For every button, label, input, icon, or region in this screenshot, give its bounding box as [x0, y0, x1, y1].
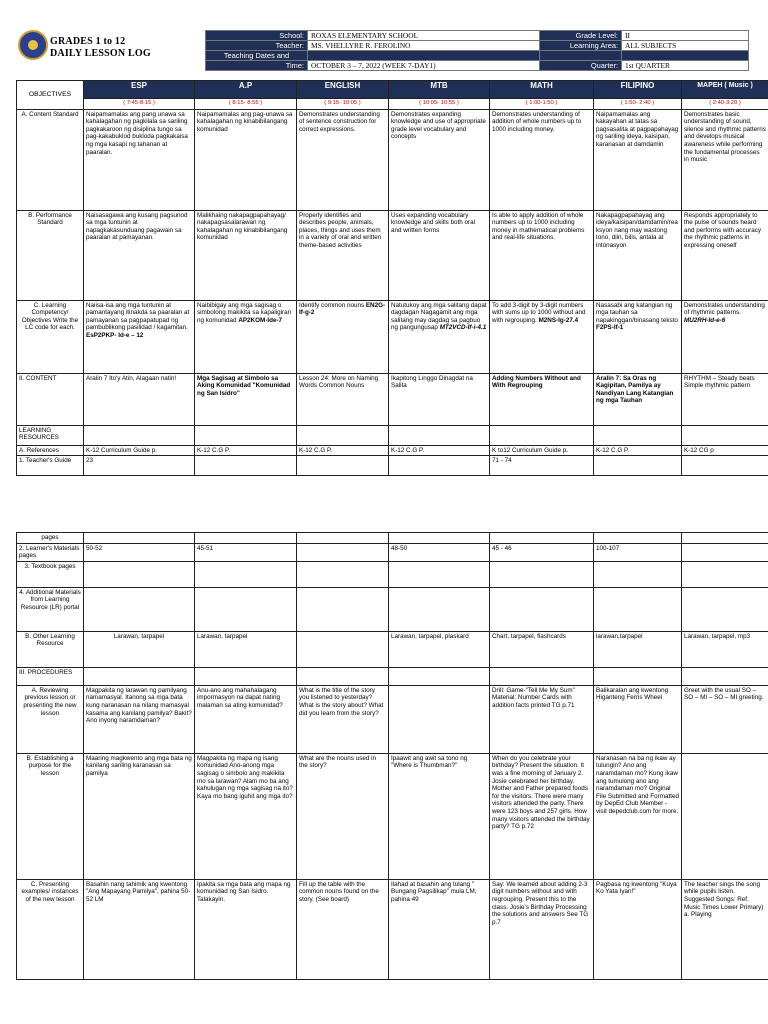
- time-english: ( 9:15- 10:05 ): [297, 99, 389, 110]
- subject-filipino: FILIPINO: [594, 81, 682, 99]
- cell-competency-math: [490, 300, 594, 373]
- competency-english-code: EN2G-If-g-2: [299, 301, 386, 317]
- cell-tg-mtb: [389, 456, 490, 476]
- cell-performance-mtb: Uses expanding vocabulary knowledge and skills both oral and written forms: [389, 210, 490, 300]
- cell-other-mtb: Larawan, tarpapel, plaskard: [389, 631, 490, 667]
- cell-performance-ap: Malikhaing nakapagpapahayag/ nakapagsasalarawan ng kahalagahan ng kinabibilangang komunidad: [195, 210, 297, 300]
- row-label-presenting-examples: C. Presenting examples/ instances of the new lesson: [17, 879, 84, 979]
- time-math: ( 1:00-1:50 ): [490, 99, 594, 110]
- cell-other-mapeh: Larawan, tarpapel, mp3: [682, 631, 768, 667]
- cell-ref-ap: K-12 C.G P.: [195, 445, 297, 456]
- cell-lm-math: 45 - 46: [490, 543, 594, 561]
- cell-ref-esp: K-12 Curriculum Guide p.: [84, 445, 195, 456]
- cell-tg-esp: 23: [84, 456, 195, 476]
- objectives-label: OBJECTIVES: [17, 81, 84, 110]
- dates-label-1: Teaching Dates and: [206, 51, 308, 61]
- grade-value: II: [622, 31, 749, 41]
- competency-math-text: To add 3-digit by 3-digit numbers with sums up to 1000 without and with regrouping.: [492, 301, 586, 324]
- cell-content-esp: Aralin 7 Ito'y Atin, Alagaan natin!: [84, 373, 195, 425]
- area-value: ALL SUBJECTS: [622, 41, 749, 51]
- cell-competency-english: [297, 300, 389, 373]
- cell-other-esp: Larawan, tarpapel: [84, 631, 195, 667]
- teacher-label: Teacher:: [206, 41, 308, 51]
- cell-other-filipino: larawan,tarpapel: [594, 631, 682, 667]
- subject-mapeh: MAPEH ( Music ): [682, 81, 768, 99]
- competency-math-code: M2NS-Ig-27.4: [538, 316, 579, 324]
- cell-performance-esp: Naisasagawa ang kusang pagsunod sa mga tuntunin at napagkakasunduang pagawain sa paaralan at pamayanan.: [84, 210, 195, 300]
- row-label-content: II. CONTENT: [17, 373, 84, 425]
- competency-mtb-text: Natutukoy ang mga salitang dapat dagdagan Nagagamit ang mga salitang may dagdag sa pagbuo ng pangungusap: [391, 301, 487, 332]
- document-title: [50, 36, 151, 60]
- cell-performance-mapeh: Responds appropriately to the pulse of sounds heard and performs with accuracy the rhythmic patterns in expressing oneself: [682, 210, 768, 300]
- cell-lm-ap: 45-51: [195, 543, 297, 561]
- dates-label-2: Time:: [206, 61, 308, 71]
- cell-examples-filipino: Pagbasa ng kwentong "Kuya Ko Yata Iyan!": [594, 879, 682, 979]
- row-label-additional-materials: 4. Additional Materials from Learning Resource (LR) portal: [17, 587, 84, 631]
- cell-lm-filipino: 100-107: [594, 543, 682, 561]
- cell-content-standard-english: Demonstrates understanding of sentence construction for correct expressions.: [297, 109, 389, 210]
- cell-tg-filipino: [594, 456, 682, 476]
- cell-performance-math: Is able to apply addition of whole numbers up to 1000 including money in mathematical problems and real-life situations.: [490, 210, 594, 300]
- competency-filipino-code: F2PS-If-1: [596, 324, 624, 332]
- school-label: School:: [206, 31, 308, 41]
- cell-content-standard-ap: Naipamamalas ang pag-unawa sa kahalagahan ng kinabibilangang komunidad: [195, 109, 297, 210]
- cell-competency-mtb: [389, 300, 490, 373]
- row-label-content-standard: A. Content Standard: [17, 109, 84, 210]
- competency-ap-text: Naibibigay ang mga sagisag o simbolong makikita sa kapaligiran ng komunidad: [197, 301, 292, 324]
- cell-tg-mapeh: [682, 456, 768, 476]
- competency-esp-code: EsP2PKP- Id-e – 12: [86, 331, 144, 339]
- cell-examples-math: Say: We learned about adding 2-3 digit numbers without and with regrouping. Present this to the class. Josie's Birthday Processing the solutions and answers See TG p.7: [490, 879, 594, 979]
- time-mtb: ( 10:05- 10:55 ): [389, 99, 490, 110]
- cell-content-english: Lesson 24: More on Naming Words Common Nouns: [297, 373, 389, 425]
- cell-examples-ap: Ipakita sa mga bata ang mapa ng komunidad ng San Isidro. Talakayin.: [195, 879, 297, 979]
- cell-other-english: [297, 631, 389, 667]
- cell-other-ap: Larawan, tarpapel: [195, 631, 297, 667]
- cell-review-ap: Anu-ano ang mahahalagang impormasyon na dapat nating malaman sa ating komunidad?: [195, 685, 297, 753]
- cell-purpose-english: What are the nouns used in the story?: [297, 753, 389, 879]
- cell-lm-mtb: 48-50: [389, 543, 490, 561]
- row-label-establishing-purpose: B. Establishing a purpose for the lesson: [17, 753, 84, 879]
- cell-examples-english: Fill up the table with the common nouns found on the story. (See board): [297, 879, 389, 979]
- row-label-reviewing: A. Reviewing previous lesson or presenting the new lesson: [17, 685, 84, 753]
- cell-ref-mtb: K-12 C.G P.: [389, 445, 490, 456]
- cell-ref-mapeh: K-12 CG p: [682, 445, 768, 456]
- cell-examples-mapeh: The teacher sings the song while pupils listen. Suggested Songs: Ref. Music Times Lower Primary) a. Playing: [682, 879, 768, 979]
- cell-content-mtb: Ikapitong Linggo Dinagdat na Salita: [389, 373, 490, 425]
- cell-review-filipino: Balikaralan ang kwentong Higanteng Ferris Wheel: [594, 685, 682, 753]
- dll-table-page-2: [16, 532, 768, 980]
- row-label-performance-standard: B. Performance Standard: [17, 210, 84, 300]
- cell-lm-esp: 50-52: [84, 543, 195, 561]
- cell-purpose-math: When do you celebrate your birthday? Present the situation. It was a fine morning of January 2. Josie celebrated her birthday. Mother and Father prepared foods for the visitors. There were many visitors attended the party. There were 123 boys and 257 girls. How many visitors attended the birthday party? TG p.72: [490, 753, 594, 879]
- time-esp: ( 7:45-8:15 ): [84, 99, 195, 110]
- cell-content-standard-mapeh: Demonstrates basic understanding of sound, silence and rhythmic patterns and develops musical awareness while performing the fundamental processes in music: [682, 109, 768, 210]
- row-label-references: A. References: [17, 445, 84, 456]
- cell-tg-ap: [195, 456, 297, 476]
- row-label-teachers-guide: 1. Teacher's Guide: [17, 456, 84, 476]
- school-value: ROXAS ELEMENTARY SCHOOL: [308, 31, 540, 41]
- cell-ref-english: K-12 C.G P.: [297, 445, 389, 456]
- cell-other-math: Chart, tarpapel, flashcards: [490, 631, 594, 667]
- competency-mapeh-text: Demonstrates understanding of rhythmic patterns.: [684, 301, 765, 317]
- quarter-value: 1st QUARTER: [622, 61, 749, 71]
- row-label-learning-competency: C. Learning Competency/ Objectives Write the LC code for each.: [17, 300, 84, 373]
- deped-seal-icon: [18, 30, 48, 60]
- row-label-pages: pages: [17, 533, 84, 544]
- competency-filipino-text: Nasasabi ang katangian ng mga tauhan sa napakinggan/binasang teksto: [596, 301, 678, 324]
- cell-content-standard-filipino: Naipamamalas ang kakayahan at tatas sa pagsasalita at pagpapahayag ng sariling ideya, kaisipan, karanasan at damdamin: [594, 109, 682, 210]
- title-line-2: DAILY LESSON LOG: [50, 48, 151, 59]
- cell-tg-english: [297, 456, 389, 476]
- cell-review-english: What is the title of the story you listened to yesterday? What is the story about? What did you learn from the story?: [297, 685, 389, 753]
- cell-review-esp: Magpakita ng larawan ng pamilyang namamasyal. Itanong sa mga bata kung naranasan na nilang mamasyal kasama ang kanilang pamilya? Bakit? Ano inyong naramdaman?: [84, 685, 195, 753]
- subject-esp: ESP: [84, 81, 195, 99]
- cell-content-ap: Mga Sagisag at Simbolo sa Aking Komunidad "Komunidad ng San Isidro": [195, 373, 297, 425]
- competency-ap-code: AP2KOM-Ide-7: [238, 316, 283, 324]
- row-label-procedures: III. PROCEDURES: [17, 667, 84, 685]
- cell-review-math: Drill: Game-"Tell Me My Sum" Material: Number Cards with addition facts printed TG p.71: [490, 685, 594, 753]
- cell-purpose-mapeh: [682, 753, 768, 879]
- competency-mapeh-code: MU2RH-Id-e-6: [684, 316, 726, 324]
- cell-content-filipino: Aralin 7: Sa Oras ng Kagipitan, Pamilya ay Nandiyan Lang Katangian ng mga Tauhan: [594, 373, 682, 425]
- title-line-1: GRADES 1 to 12: [50, 36, 126, 47]
- cell-review-mapeh: Greet with the usual SO – SO – MI – SO – MI greeting.: [682, 685, 768, 753]
- cell-examples-esp: Basahin nang tahimik ang kwentong "Ang Mapayang Pamilya", pahina 50-52 LM: [84, 879, 195, 979]
- area-label: Learning Area:: [540, 41, 622, 51]
- cell-examples-mtb: Ilahad at basahin ang tulang " Bungang Pagsilikap" mula LM, pahina 49: [389, 879, 490, 979]
- cell-purpose-esp: Maaring magkwento ang mga bata ng kanilang sariling karanasan sa pamilya: [84, 753, 195, 879]
- cell-purpose-ap: Magpakita ng mapa ng isang komunidad Ano-anong mga sagisag o simbolo ang makikita mo sa larawan? Alam mo ba ang kahulugan ng mga sagisag na ito? Kaya mo bang iguhit ang mga ito?: [195, 753, 297, 879]
- cell-lm-english: [297, 543, 389, 561]
- grade-label: Grade Level:: [540, 31, 622, 41]
- cell-performance-english: Properly identifies and describes people, animals, places, things and uses them in a variety of oral and written theme-based activities: [297, 210, 389, 300]
- competency-mtb-code: MT2VCD-If-i-4.1: [439, 324, 487, 332]
- cell-review-mtb: [389, 685, 490, 753]
- cell-content-standard-math: Demonstrates understanding of addition of whole numbers up to 1000 including money.: [490, 109, 594, 210]
- cell-tg-math: 71 - 74: [490, 456, 594, 476]
- page-gap: [0, 512, 768, 528]
- row-label-learning-resources: LEARNING RESOURCES: [17, 425, 84, 445]
- cell-competency-ap: [195, 300, 297, 373]
- page-2: [0, 528, 768, 1024]
- row-label-textbook: 3. Textbook pages: [17, 561, 84, 587]
- dates-value: OCTOBER 3 – 7, 2022 (WEEK 7-DAY1): [308, 61, 540, 71]
- cell-competency-esp: [84, 300, 195, 373]
- subject-english: ENGLISH: [297, 81, 389, 99]
- header-info-table: [205, 30, 749, 71]
- cell-competency-filipino: [594, 300, 682, 373]
- cell-purpose-mtb: Ipaawit ang awit sa tono ng "Where is Thumbman?": [389, 753, 490, 879]
- dll-table-page-1: [16, 80, 768, 476]
- teacher-value: MS. VHELLYRE R. FEROLINO: [308, 41, 540, 51]
- cell-ref-filipino: K-12 C.G P.: [594, 445, 682, 456]
- time-filipino: ( 1:50- 2:40 ): [594, 99, 682, 110]
- row-label-other-resource: B. Other Learning Resource: [17, 631, 84, 667]
- cell-competency-mapeh: [682, 300, 768, 373]
- subject-ap: A.P: [195, 81, 297, 99]
- cell-content-standard-esp: Naipamamalas ang pang unawa sa kahalagahan ng pagkilala sa sariling pagkakaroon ng disiplina tungo sa pag-kakabuklod bukloda pagkakaisa ng mga kasapi ng tahanan at paaralan.: [84, 109, 195, 210]
- competency-english-text: Identify common nouns: [299, 301, 365, 309]
- cell-purpose-filipino: Naranasan na ba ng ikaw ay tulungin? Ano ang naramdaman mo? Kung ikaw ang tumulong ano ang naramdaman mo? Original File Submitted and Formatted by DepEd Club Member - visit depedclub.com for more.: [594, 753, 682, 879]
- cell-content-mapeh: RHYTHM – Steady beats Simple rhythmic pattern: [682, 373, 768, 425]
- quarter-label: Quarter:: [540, 61, 622, 71]
- cell-ref-math: K to12 Curriculum Guide p.: [490, 445, 594, 456]
- cell-content-math: Adding Numbers Without and With Regrouping: [490, 373, 594, 425]
- time-mapeh: ( 2:40-3:20 ): [682, 99, 768, 110]
- cell-performance-filipino: Nakapagpapahayag ang ideya/kaisipan/damdamin/reaksyon nang may wastong tono, diin, bilis, antala at intonasyon: [594, 210, 682, 300]
- competency-esp-text: Naiisa-isa ang mga tuntunin at pamantayang itinakda sa paaralan at pamayanan sa pagpapatupad ng pambublikong pasilidad / kagamitan.: [86, 301, 190, 332]
- cell-lm-mapeh: [682, 543, 768, 561]
- time-ap: ( 8:15- 8:55 ): [195, 99, 297, 110]
- subject-mtb: MTB: [389, 81, 490, 99]
- row-label-learners-materials: 2. Learner's Materials pages: [17, 543, 84, 561]
- subject-math: MATH: [490, 81, 594, 99]
- cell-content-standard-mtb: Demonstrates expanding knowledge and use of appropriate grade level vocabulary and concepts: [389, 109, 490, 210]
